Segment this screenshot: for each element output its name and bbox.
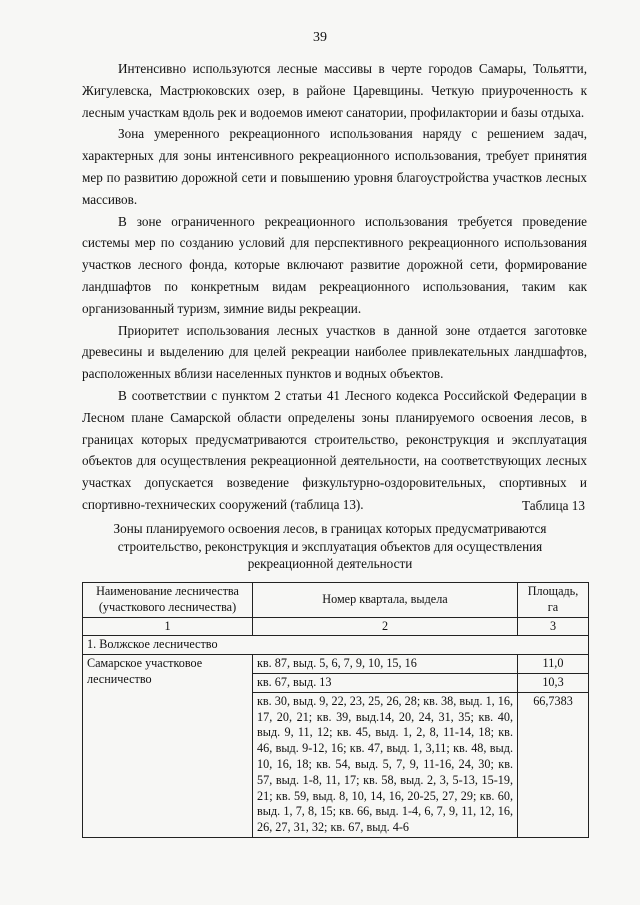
blocks-cell: кв. 30, выд. 9, 22, 23, 25, 26, 28; кв. 38, выд. 1, 16, 17, 20, 21; кв. 39, выд.14, 20, 24, 31, 35; кв. 40, выд. 9, 11, 12; кв. 45, выд. 1, 2, 8, 11-14, 18; кв. 46, выд. 9-12, 16; кв. 47, выд. 1, 3,11; кв. 48, выд. 10, 16, 18; кв. 54, выд. 5, 7, 9, 11-16, 24, 30; кв. 57, выд. 1-8, 11, 17; кв. 58, выд. 2, 3, 5-13, 15-19, 21; кв. 59, выд. 8, 10, 14, 16, 20-25, 27, 29; кв. 60, выд. 1, 7, 8, 15; кв. 66, выд. 1-4, 6, 7, 9, 11, 12, 16, 26, 27, 31, 32; кв. 67, выд. 4-6 xyxy=(253,692,518,837)
table-number-label: Таблица 13 xyxy=(522,498,585,513)
section-title: 1. Волжское лесничество xyxy=(83,636,589,655)
area-cell: 66,7383 xyxy=(518,692,589,837)
table-row xyxy=(83,655,589,674)
header-area: Площадь, га xyxy=(518,583,589,618)
page-number: 39 xyxy=(313,30,327,45)
table-header-row xyxy=(83,583,589,618)
table-title: Зоны планируемого освоения лесов, в границах которых предусматриваются строительство, реконструкция и эксплуатация объектов для осуществления рекреационной деятельности xyxy=(113,521,547,571)
blocks-cell: кв. 87, выд. 5, 6, 7, 9, 10, 15, 16 xyxy=(253,655,518,674)
column-number: 2 xyxy=(253,617,518,636)
blocks-cell: кв. 67, выд. 13 xyxy=(253,673,518,692)
paragraph: Зона умеренного рекреационного использования наряду с решением задач, характерных для зоны интенсивного рекреационного использования, требует принятия мер по развитию дорожной сети и повышению уровня благоустройства участков лесных массивов. xyxy=(82,126,587,207)
header-blocks: Номер квартала, выдела xyxy=(253,583,518,618)
section-row xyxy=(83,636,589,655)
header-name: Наименование лесничества (участкового лесничества) xyxy=(83,583,253,618)
district-name: Самарское участковое лесничество xyxy=(83,655,253,838)
column-number-row xyxy=(83,617,589,636)
area-cell: 10,3 xyxy=(518,673,589,692)
paragraph: В соответствии с пунктом 2 статьи 41 Лесного кодекса Российской Федерации в Лесном плане Самарской области определены зоны планируемого освоения лесов, в границах которых предусматриваются строительство, реконструкция и эксплуатация объектов для осуществления рекреационной деятельности, на соответствующих лесных участках допускается возведение физкультурно-оздоровительных, спортивных и спортивно-технических сооружений (таблица 13). xyxy=(82,387,587,512)
column-number: 1 xyxy=(83,617,253,636)
paragraph: Интенсивно используются лесные массивы в черте городов Самары, Тольятти, Жигулевска, Мастрюковских озер, в районе Царевщины. Четкую приуроченность к лесным участкам вдоль рек и водоемов имеют санатории, профилактории и базы отдыха. xyxy=(82,61,587,120)
body-text xyxy=(82,58,587,516)
paragraph: Приоритет использования лесных участков в данной зоне отдается заготовке древесины и выделению для целей рекреации наиболее привлекательных ландшафтов, расположенных вблизи населенных пунктов и водных объектов. xyxy=(82,322,587,382)
paragraph: В зоне ограниченного рекреационного использования требуется проведение системы мер по созданию условий для перспективного рекреационного использования участков лесного фонда, которые включают развитие дорожной сети, формирование ландшафтов по конкретным видам рекреационного использования, таким как организованный туризм, зимние виды рекреации. xyxy=(82,213,587,316)
zones-table xyxy=(82,582,589,838)
column-number: 3 xyxy=(518,617,589,636)
area-cell: 11,0 xyxy=(518,655,589,674)
